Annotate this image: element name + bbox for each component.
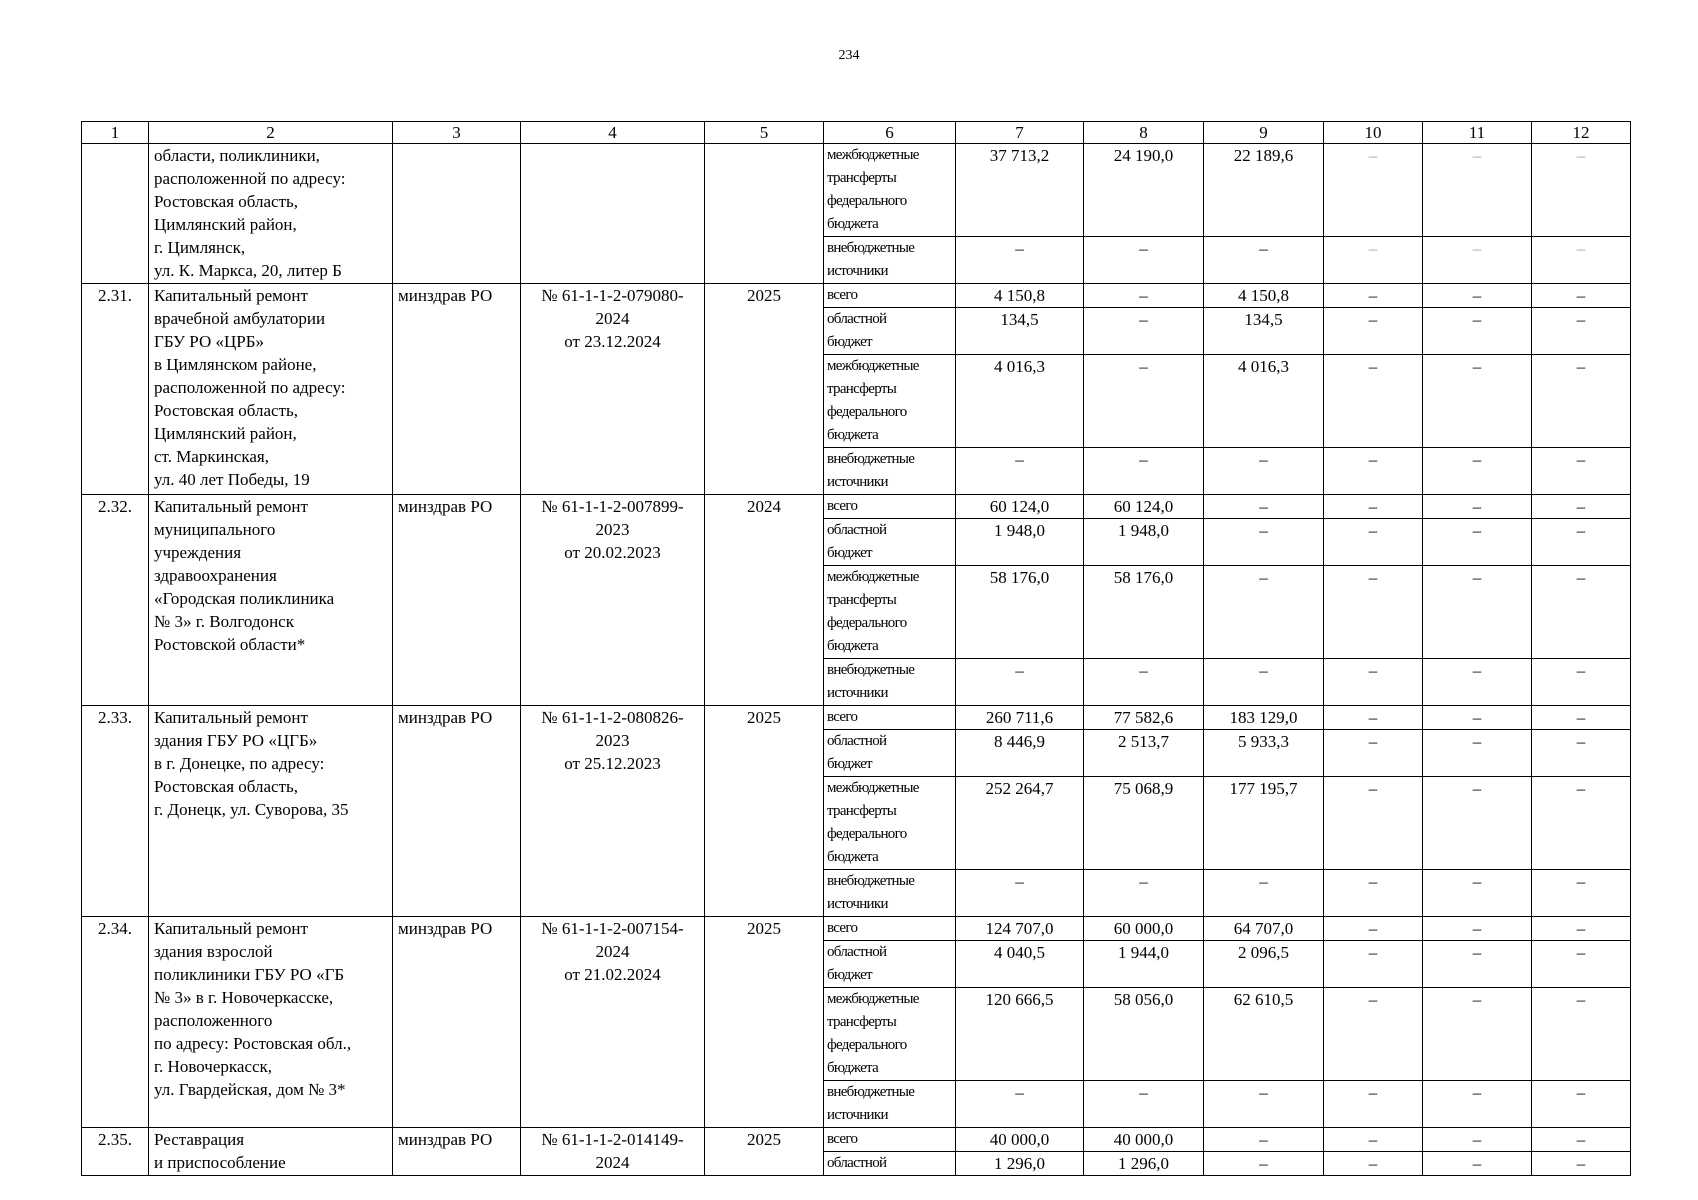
value-cell-col12: –: [1532, 237, 1631, 284]
value-cell-col7: 1 296,0: [956, 1152, 1084, 1176]
object-name-line: г. Донецк, ул. Суворова, 35: [154, 800, 349, 819]
header-cell-5: 5: [705, 122, 824, 144]
source-label-word: федерального: [827, 615, 907, 631]
source-label-word: областной: [827, 944, 887, 960]
value-cell-col7: 4 150,8: [956, 284, 1084, 308]
source-label-word: бюджета: [827, 216, 879, 232]
value-cell-col8: 1 944,0: [1084, 941, 1204, 988]
value-cell-col12: –: [1532, 355, 1631, 448]
table-row: [82, 917, 1631, 941]
value-cell-col10: –: [1324, 730, 1423, 777]
expertise-doc-line: № 61-1-1-2-007154-: [541, 919, 684, 938]
object-name-line: области, поликлиники,: [154, 146, 320, 165]
source-label-word: областной: [827, 1155, 887, 1171]
value-cell-col10: –: [1324, 917, 1423, 941]
object-name-line: Реставрация: [154, 1130, 245, 1149]
object-name-line: здания ГБУ РО «ЦГБ»: [154, 731, 318, 750]
object-name-line: Ростовская область,: [154, 401, 299, 420]
source-label-word: межбюджетные: [827, 991, 919, 1007]
value-cell-col8: 40 000,0: [1084, 1128, 1204, 1152]
value-cell-col7: 58 176,0: [956, 566, 1084, 659]
source-label: [824, 566, 956, 659]
empty-cell: [393, 144, 521, 284]
source-label-word: межбюджетные: [827, 358, 919, 374]
value-cell-col7: 1 948,0: [956, 519, 1084, 566]
value-cell-col11: –: [1423, 355, 1532, 448]
object-name-line: ст. Маркинская,: [154, 447, 269, 466]
header-cell-1: 1: [82, 122, 149, 144]
completion-year: 2024: [705, 495, 824, 706]
value-cell-col8: –: [1084, 237, 1204, 284]
source-label: [824, 519, 956, 566]
source-label-word: внебюджетные: [827, 240, 915, 256]
source-label-word: бюджета: [827, 638, 879, 654]
object-name-line: здания взрослой: [154, 942, 273, 961]
value-cell-col9: –: [1204, 237, 1324, 284]
value-cell-col9: 22 189,6: [1204, 144, 1324, 237]
source-label-word: трансферты: [827, 1014, 897, 1030]
value-cell-col10: –: [1324, 941, 1423, 988]
source-label: [824, 284, 956, 308]
value-cell-col9: 134,5: [1204, 308, 1324, 355]
authority: минздрав РО: [393, 495, 521, 706]
source-label-word: бюджет: [827, 967, 872, 983]
source-label-word: федерального: [827, 404, 907, 420]
object-name-line: ГБУ РО «ЦРБ»: [154, 332, 264, 351]
value-cell-col9: –: [1204, 1081, 1324, 1128]
source-label-word: бюджета: [827, 427, 879, 443]
object-name-line: Капитальный ремонт: [154, 919, 308, 938]
value-cell-col12: –: [1532, 448, 1631, 495]
object-name: [149, 917, 393, 1128]
value-cell-col12: –: [1532, 1128, 1631, 1152]
value-cell-col10: –: [1324, 519, 1423, 566]
authority: минздрав РО: [393, 706, 521, 917]
source-label-word: источники: [827, 1107, 888, 1123]
source-label-word: всего: [827, 709, 858, 725]
completion-year: 2025: [705, 706, 824, 917]
source-label: [824, 237, 956, 284]
row-number: 2.35.: [82, 1128, 149, 1176]
value-cell-col8: 60 124,0: [1084, 495, 1204, 519]
object-name-line: ул. К. Маркса, 20, литер Б: [154, 261, 342, 280]
value-cell-col8: 77 582,6: [1084, 706, 1204, 730]
object-name-line: Капитальный ремонт: [154, 708, 308, 727]
value-cell-col12: –: [1532, 730, 1631, 777]
value-cell-col9: –: [1204, 659, 1324, 706]
value-cell-col12: –: [1532, 1081, 1631, 1128]
source-label-word: областной: [827, 311, 887, 327]
header-row: [82, 122, 1631, 144]
value-cell-col12: –: [1532, 917, 1631, 941]
value-cell-col10: –: [1324, 988, 1423, 1081]
value-cell-col10: –: [1324, 706, 1423, 730]
table-row: [82, 495, 1631, 519]
value-cell-col8: 2 513,7: [1084, 730, 1204, 777]
value-cell-col10: –: [1324, 1081, 1423, 1128]
completion-year: 2025: [705, 1128, 824, 1176]
expertise-doc-line: № 61-1-1-2-079080-: [541, 286, 684, 305]
object-name-line: поликлиники ГБУ РО «ГБ: [154, 965, 345, 984]
object-name-line: в г. Донецке, по адресу:: [154, 754, 325, 773]
value-cell-col12: –: [1532, 566, 1631, 659]
object-name-line: Ростовская область,: [154, 192, 299, 211]
value-cell-col7: 4 016,3: [956, 355, 1084, 448]
value-cell-col11: –: [1423, 237, 1532, 284]
expertise-doc-line: от 23.12.2024: [564, 332, 661, 351]
value-cell-col11: –: [1423, 495, 1532, 519]
source-label-word: федерального: [827, 1037, 907, 1053]
value-cell-col12: –: [1532, 144, 1631, 237]
value-cell-col12: –: [1532, 308, 1631, 355]
value-cell-col10: –: [1324, 237, 1423, 284]
value-cell-col9: –: [1204, 1152, 1324, 1176]
value-cell-col11: –: [1423, 308, 1532, 355]
value-cell-col7: 120 666,5: [956, 988, 1084, 1081]
source-label-word: всего: [827, 920, 858, 936]
value-cell-col8: 58 176,0: [1084, 566, 1204, 659]
source-label-word: бюджет: [827, 756, 872, 772]
object-name-line: г. Цимлянск,: [154, 238, 246, 257]
source-label-word: всего: [827, 287, 858, 303]
value-cell-col8: –: [1084, 308, 1204, 355]
object-name-line: в Цимлянском районе,: [154, 355, 317, 374]
object-name-line: здравоохранения: [154, 566, 277, 585]
expertise-doc-line: от 20.02.2023: [564, 543, 661, 562]
value-cell-col12: –: [1532, 1152, 1631, 1176]
value-cell-col11: –: [1423, 730, 1532, 777]
object-name: [149, 144, 393, 284]
source-label-word: федерального: [827, 826, 907, 842]
value-cell-col11: –: [1423, 777, 1532, 870]
source-label: [824, 941, 956, 988]
value-cell-col12: –: [1532, 519, 1631, 566]
source-label-word: источники: [827, 685, 888, 701]
expertise-doc-line: 2023: [595, 520, 630, 539]
object-name-line: Ростовской области*: [154, 635, 306, 654]
expertise-doc: [521, 1128, 705, 1176]
value-cell-col8: –: [1084, 659, 1204, 706]
object-name-line: и приспособление: [154, 1153, 286, 1172]
object-name-line: муниципального: [154, 520, 276, 539]
source-label-word: трансферты: [827, 803, 897, 819]
source-label-word: межбюджетные: [827, 569, 919, 585]
value-cell-col7: 8 446,9: [956, 730, 1084, 777]
value-cell-col12: –: [1532, 941, 1631, 988]
value-cell-col8: –: [1084, 870, 1204, 917]
value-cell-col10: –: [1324, 659, 1423, 706]
value-cell-col10: –: [1324, 566, 1423, 659]
value-cell-col7: 60 124,0: [956, 495, 1084, 519]
value-cell-col7: –: [956, 448, 1084, 495]
value-cell-col10: –: [1324, 144, 1423, 237]
source-label-word: всего: [827, 498, 858, 514]
source-label: [824, 730, 956, 777]
header-cell-6: 6: [824, 122, 956, 144]
source-label-word: внебюджетные: [827, 451, 915, 467]
object-name-line: Капитальный ремонт: [154, 497, 308, 516]
value-cell-col7: 260 711,6: [956, 706, 1084, 730]
expertise-doc: [521, 917, 705, 1128]
value-cell-col8: 24 190,0: [1084, 144, 1204, 237]
source-label: [824, 659, 956, 706]
row-number: 2.32.: [82, 495, 149, 706]
value-cell-col7: 134,5: [956, 308, 1084, 355]
object-name-line: расположенной по адресу:: [154, 169, 346, 188]
source-label-word: источники: [827, 263, 888, 279]
completion-year: 2025: [705, 917, 824, 1128]
empty-cell: [705, 144, 824, 284]
source-label-word: трансферты: [827, 592, 897, 608]
source-label-word: межбюджетные: [827, 780, 919, 796]
value-cell-col11: –: [1423, 144, 1532, 237]
value-cell-col9: 2 096,5: [1204, 941, 1324, 988]
value-cell-col8: 75 068,9: [1084, 777, 1204, 870]
object-name: [149, 706, 393, 917]
expertise-doc-line: № 61-1-1-2-014149-: [541, 1130, 684, 1149]
object-name-line: «Городская поликлиника: [154, 589, 335, 608]
object-name-line: № 3» в г. Новочеркасске,: [154, 988, 334, 1007]
source-label-word: бюджета: [827, 849, 879, 865]
source-label-word: трансферты: [827, 381, 897, 397]
source-label: [824, 144, 956, 237]
object-name-line: Цимлянский район,: [154, 215, 297, 234]
source-label-word: межбюджетные: [827, 147, 919, 163]
source-label-word: областной: [827, 733, 887, 749]
value-cell-col11: –: [1423, 448, 1532, 495]
value-cell-col8: 1 948,0: [1084, 519, 1204, 566]
value-cell-col9: 4 016,3: [1204, 355, 1324, 448]
source-label: [824, 495, 956, 519]
value-cell-col9: 183 129,0: [1204, 706, 1324, 730]
value-cell-col10: –: [1324, 1128, 1423, 1152]
continuation-row: [82, 144, 1631, 237]
expertise-doc-line: 2024: [595, 942, 630, 961]
value-cell-col7: –: [956, 237, 1084, 284]
value-cell-col11: –: [1423, 1152, 1532, 1176]
value-cell-col10: –: [1324, 1152, 1423, 1176]
source-label-word: бюджет: [827, 334, 872, 350]
object-name: [149, 495, 393, 706]
object-name-line: расположенного: [154, 1011, 273, 1030]
value-cell-col11: –: [1423, 284, 1532, 308]
row-number: 2.31.: [82, 284, 149, 495]
value-cell-col9: 5 933,3: [1204, 730, 1324, 777]
row-number-cell: [82, 144, 149, 284]
value-cell-col7: –: [956, 870, 1084, 917]
value-cell-col8: –: [1084, 1081, 1204, 1128]
table-row: [82, 706, 1631, 730]
source-label: [824, 777, 956, 870]
expertise-doc-line: от 25.12.2023: [564, 754, 661, 773]
table-row: [82, 1128, 1631, 1152]
header-cell-11: 11: [1423, 122, 1532, 144]
value-cell-col12: –: [1532, 777, 1631, 870]
value-cell-col8: 1 296,0: [1084, 1152, 1204, 1176]
value-cell-col11: –: [1423, 917, 1532, 941]
expertise-doc: [521, 284, 705, 495]
source-label-word: трансферты: [827, 170, 897, 186]
value-cell-col11: –: [1423, 1128, 1532, 1152]
header-cell-10: 10: [1324, 122, 1423, 144]
object-name-line: № 3» г. Волгодонск: [154, 612, 294, 631]
header-cell-8: 8: [1084, 122, 1204, 144]
value-cell-col10: –: [1324, 448, 1423, 495]
value-cell-col7: 4 040,5: [956, 941, 1084, 988]
source-label: [824, 1128, 956, 1152]
value-cell-col8: 60 000,0: [1084, 917, 1204, 941]
value-cell-col7: 37 713,2: [956, 144, 1084, 237]
row-number: 2.33.: [82, 706, 149, 917]
value-cell-col7: 40 000,0: [956, 1128, 1084, 1152]
object-name-line: ул. 40 лет Победы, 19: [154, 470, 310, 489]
value-cell-col11: –: [1423, 706, 1532, 730]
value-cell-col12: –: [1532, 988, 1631, 1081]
value-cell-col9: 4 150,8: [1204, 284, 1324, 308]
source-label-word: бюджет: [827, 545, 872, 561]
expertise-doc-line: 2023: [595, 731, 630, 750]
source-label: [824, 1152, 956, 1176]
page-number: 234: [838, 48, 860, 63]
value-cell-col9: –: [1204, 519, 1324, 566]
value-cell-col10: –: [1324, 495, 1423, 519]
value-cell-col7: 124 707,0: [956, 917, 1084, 941]
source-label: [824, 870, 956, 917]
source-label-word: внебюджетные: [827, 1084, 915, 1100]
source-label-word: областной: [827, 522, 887, 538]
object-name-line: Цимлянский район,: [154, 424, 297, 443]
value-cell-col11: –: [1423, 566, 1532, 659]
source-label: [824, 448, 956, 495]
value-cell-col10: –: [1324, 284, 1423, 308]
value-cell-col10: –: [1324, 355, 1423, 448]
value-cell-col8: –: [1084, 355, 1204, 448]
value-cell-col12: –: [1532, 284, 1631, 308]
object-name: [149, 1128, 393, 1176]
value-cell-col12: –: [1532, 495, 1631, 519]
object-name-line: учреждения: [154, 543, 242, 562]
value-cell-col10: –: [1324, 308, 1423, 355]
source-label-word: федерального: [827, 193, 907, 209]
value-cell-col10: –: [1324, 777, 1423, 870]
completion-year: 2025: [705, 284, 824, 495]
value-cell-col11: –: [1423, 988, 1532, 1081]
value-cell-col9: –: [1204, 448, 1324, 495]
expertise-doc: [521, 495, 705, 706]
source-label-word: источники: [827, 896, 888, 912]
value-cell-col8: –: [1084, 284, 1204, 308]
object-name-line: врачебной амбулатории: [154, 309, 326, 328]
value-cell-col8: 58 056,0: [1084, 988, 1204, 1081]
value-cell-col9: –: [1204, 495, 1324, 519]
value-cell-col9: 62 610,5: [1204, 988, 1324, 1081]
source-label-word: внебюджетные: [827, 662, 915, 678]
expertise-doc-line: от 21.02.2024: [564, 965, 661, 984]
header-cell-7: 7: [956, 122, 1084, 144]
value-cell-col7: 252 264,7: [956, 777, 1084, 870]
source-label-word: источники: [827, 474, 888, 490]
expertise-doc-line: 2024: [595, 1153, 630, 1172]
authority: минздрав РО: [393, 917, 521, 1128]
value-cell-col12: –: [1532, 870, 1631, 917]
object-name-line: г. Новочеркасск,: [154, 1057, 273, 1076]
object-name-line: ул. Гвардейская, дом № 3*: [154, 1080, 346, 1099]
object-name-line: расположенной по адресу:: [154, 378, 346, 397]
header-cell-12: 12: [1532, 122, 1631, 144]
authority: минздрав РО: [393, 1128, 521, 1176]
expertise-doc-line: № 61-1-1-2-007899-: [541, 497, 684, 516]
header-cell-3: 3: [393, 122, 521, 144]
source-label-word: внебюджетные: [827, 873, 915, 889]
header-cell-4: 4: [521, 122, 705, 144]
value-cell-col10: –: [1324, 870, 1423, 917]
header-cell-2: 2: [149, 122, 393, 144]
value-cell-col11: –: [1423, 1081, 1532, 1128]
source-label-word: бюджета: [827, 1060, 879, 1076]
value-cell-col7: –: [956, 659, 1084, 706]
object-name-line: Капитальный ремонт: [154, 286, 308, 305]
value-cell-col11: –: [1423, 870, 1532, 917]
value-cell-col8: –: [1084, 448, 1204, 495]
source-label: [824, 308, 956, 355]
expertise-doc-line: 2024: [595, 309, 630, 328]
value-cell-col9: –: [1204, 566, 1324, 659]
expertise-doc-line: № 61-1-1-2-080826-: [541, 708, 684, 727]
empty-cell: [521, 144, 705, 284]
object-name-line: по адресу: Ростовская обл.,: [154, 1034, 352, 1053]
source-label: [824, 706, 956, 730]
object-name: [149, 284, 393, 495]
object-name-line: Ростовская область,: [154, 777, 299, 796]
source-label: [824, 988, 956, 1081]
value-cell-col11: –: [1423, 519, 1532, 566]
value-cell-col9: –: [1204, 870, 1324, 917]
value-cell-col9: 64 707,0: [1204, 917, 1324, 941]
value-cell-col7: –: [956, 1081, 1084, 1128]
value-cell-col12: –: [1532, 706, 1631, 730]
source-label: [824, 355, 956, 448]
expertise-doc: [521, 706, 705, 917]
source-label: [824, 1081, 956, 1128]
row-number: 2.34.: [82, 917, 149, 1128]
budget-table: [81, 121, 1631, 1176]
value-cell-col11: –: [1423, 659, 1532, 706]
source-label-word: всего: [827, 1131, 858, 1147]
header-cell-9: 9: [1204, 122, 1324, 144]
table-row: [82, 284, 1631, 308]
value-cell-col11: –: [1423, 941, 1532, 988]
authority: минздрав РО: [393, 284, 521, 495]
source-label: [824, 917, 956, 941]
value-cell-col12: –: [1532, 659, 1631, 706]
value-cell-col9: 177 195,7: [1204, 777, 1324, 870]
value-cell-col9: –: [1204, 1128, 1324, 1152]
